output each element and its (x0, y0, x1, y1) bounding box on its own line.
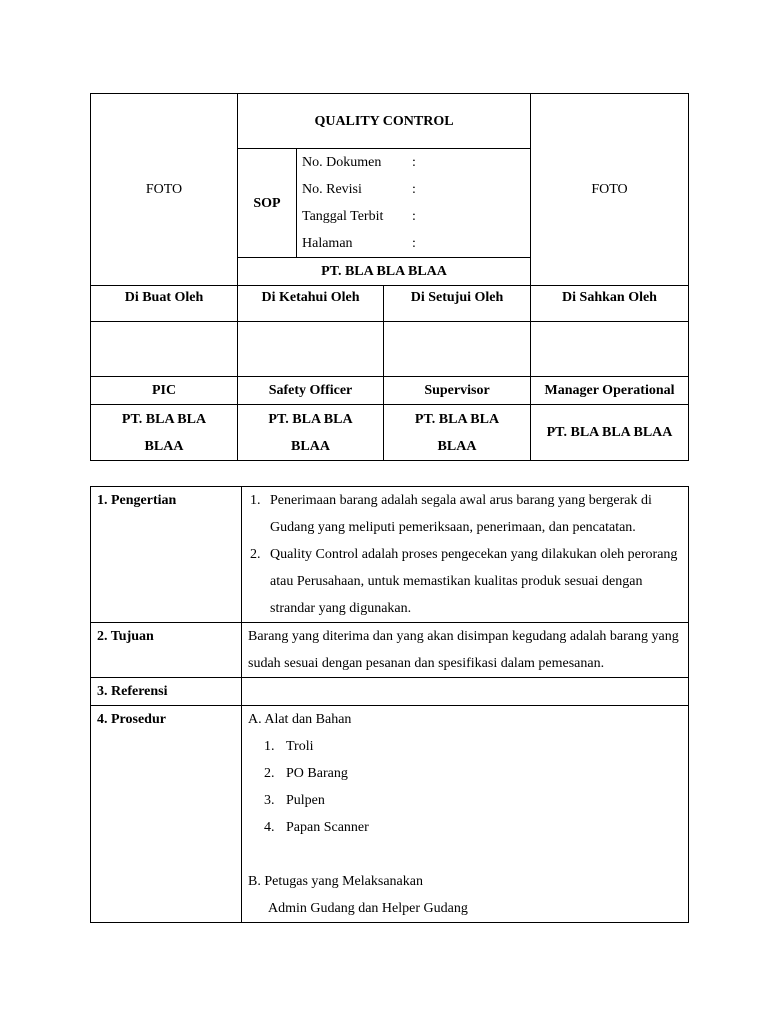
sop-label: SOP (238, 149, 297, 258)
approval-header: Di Ketahui Oleh (238, 286, 384, 322)
section-content-referensi (242, 678, 689, 706)
meta-value: : (412, 155, 416, 170)
company-name: PT. BLA BLA BLAA (238, 258, 531, 286)
approval-role: Manager Operational (531, 377, 689, 405)
meta-value: : (412, 236, 416, 251)
meta-value: : (412, 209, 416, 224)
list-number: 1. (264, 739, 275, 754)
signature-box (91, 322, 238, 377)
approval-header: Di Setujui Oleh (384, 286, 531, 322)
meta-row (297, 203, 530, 230)
list-text: Pulpen (286, 793, 325, 808)
document-meta (297, 149, 531, 258)
list-number: 2. (250, 547, 261, 562)
signature-box (238, 322, 384, 377)
list-item (248, 787, 682, 814)
meta-row (297, 176, 530, 203)
meta-row (297, 149, 530, 176)
sop-content-table (90, 486, 689, 923)
photo-right: FOTO (531, 94, 689, 286)
spacer (248, 841, 682, 868)
meta-value: : (412, 182, 416, 197)
meta-label: No. Dokumen (302, 155, 382, 170)
list-item (248, 760, 682, 787)
section-content-prosedur (242, 706, 689, 923)
list-number: 3. (264, 793, 275, 808)
procedure-subheading: A. Alat dan Bahan (248, 712, 352, 727)
list-number: 4. (264, 820, 275, 835)
approval-company: PT. BLA BLA BLAA (531, 405, 689, 461)
approval-header: Di Sahkan Oleh (531, 286, 689, 322)
section-label-tujuan: 2. Tujuan (91, 623, 242, 678)
list-text: Troli (286, 739, 314, 754)
list-text: Papan Scanner (286, 820, 369, 835)
meta-row (297, 230, 530, 257)
approval-role: PIC (91, 377, 238, 405)
meta-label: Halaman (302, 236, 353, 251)
section-label-referensi: 3. Referensi (91, 678, 242, 706)
approval-company: PT. BLA BLA BLAA (384, 405, 531, 461)
approval-role: Safety Officer (238, 377, 384, 405)
approval-company: PT. BLA BLA BLAA (238, 405, 384, 461)
list-item (248, 814, 682, 841)
signature-box (384, 322, 531, 377)
list-text: Quality Control adalah proses pengecekan yang dilakukan oleh perorang atau Perusahaan, untuk memastikan kualitas produk sesuai dengan strandar yang digunakan. (270, 547, 678, 616)
meta-label: No. Revisi (302, 182, 362, 197)
meta-label: Tanggal Terbit (302, 209, 384, 224)
procedure-staff: Admin Gudang dan Helper Gudang (268, 901, 468, 916)
section-content-pengertian (242, 487, 689, 623)
list-text: PO Barang (286, 766, 348, 781)
list-number: 2. (264, 766, 275, 781)
approval-header: Di Buat Oleh (91, 286, 238, 322)
list-number: 1. (250, 493, 261, 508)
list-item (248, 541, 682, 622)
approval-company: PT. BLA BLA BLAA (91, 405, 238, 461)
list-text: Penerimaan barang adalah segala awal arus barang yang bergerak di Gudang yang meliputi pemeriksaan, penerimaan, dan pencatatan. (270, 493, 652, 535)
approval-role: Supervisor (384, 377, 531, 405)
section-content-tujuan: Barang yang diterima dan yang akan disimpan kegudang adalah barang yang sudah sesuai dengan pesanan dan spesifikasi dalam pemesanan. (242, 623, 689, 678)
photo-left: FOTO (91, 94, 238, 286)
section-label-pengertian: 1. Pengertian (91, 487, 242, 623)
signature-box (531, 322, 689, 377)
sop-header-table (90, 93, 689, 461)
section-label-prosedur: 4. Prosedur (91, 706, 242, 923)
procedure-subheading: B. Petugas yang Melaksanakan (248, 874, 423, 889)
list-item (248, 733, 682, 760)
document-title: QUALITY CONTROL (238, 94, 531, 149)
list-item (248, 487, 682, 541)
